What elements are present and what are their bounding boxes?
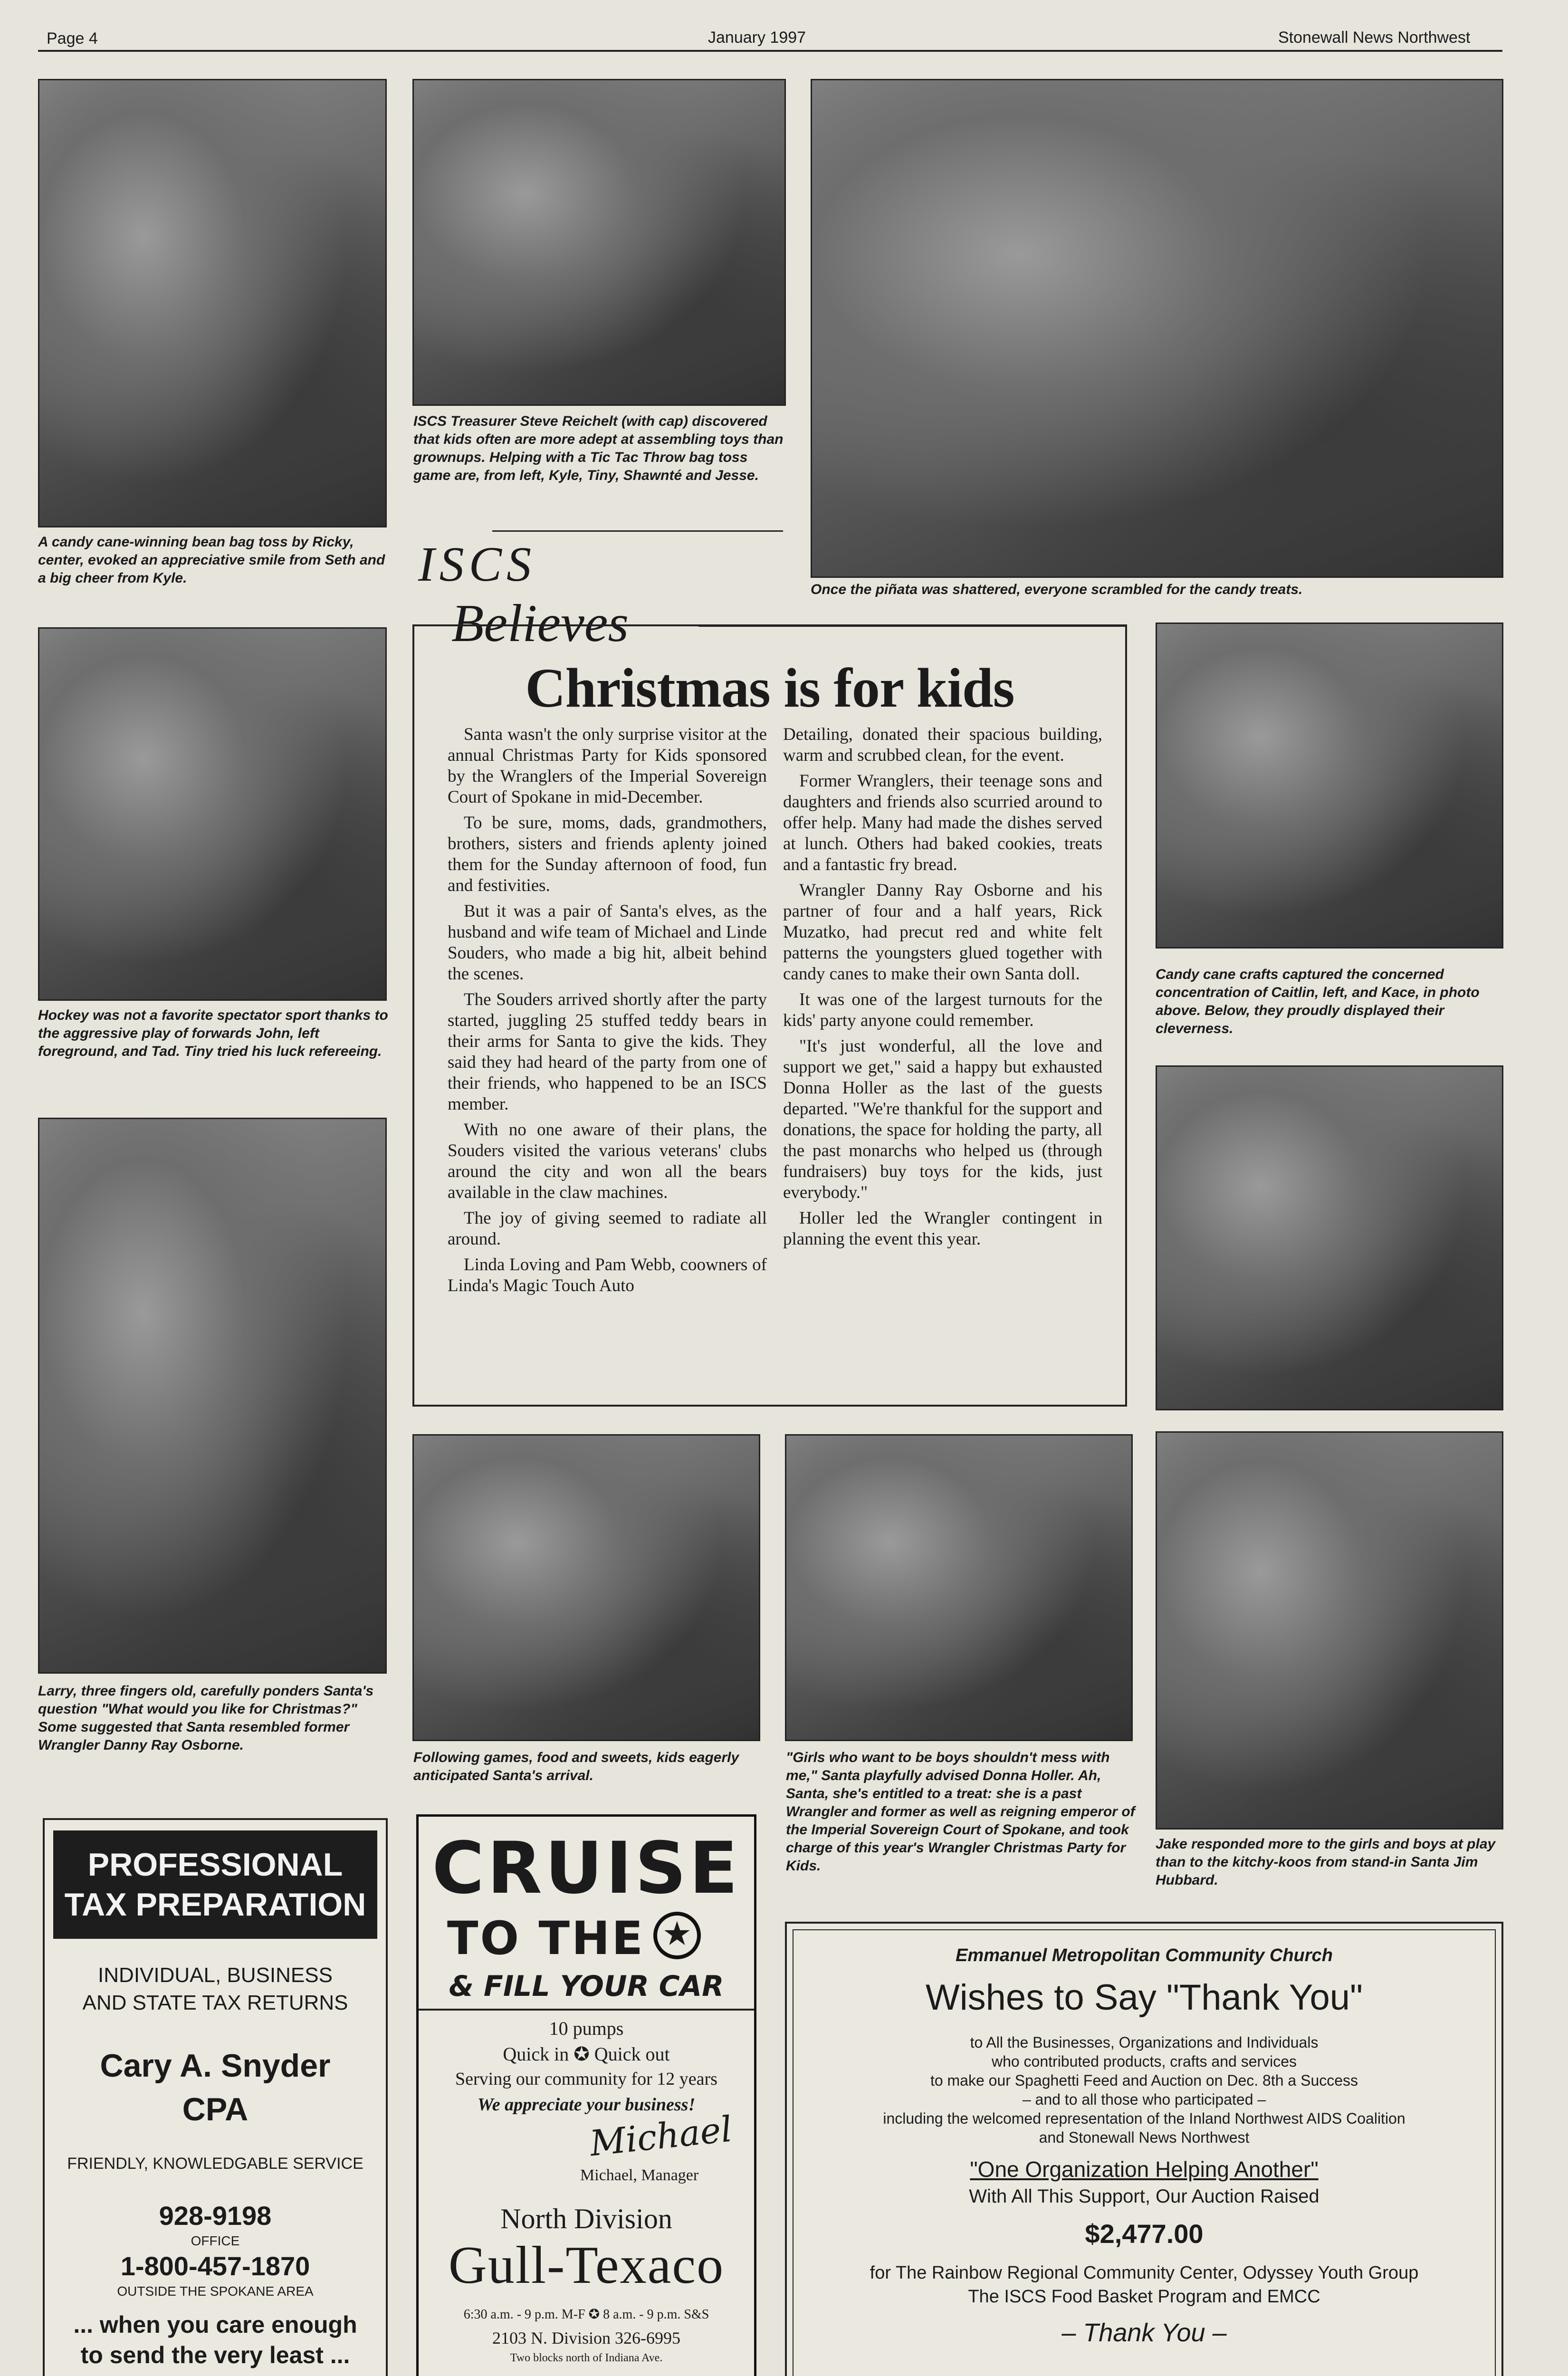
ad-cruise-quick-in: Quick in [503, 2043, 569, 2065]
ad-tax-phone-local: 928-9198 [159, 2201, 272, 2231]
article-paragraph: Wrangler Danny Ray Osborne and his partner of four and a half years, Rick Muzatko, had precut red and white felt patterns the youngsters glued together with candy canes to make their own Santa doll. [783, 881, 1102, 984]
article-paragraph: Former Wranglers, their teenage sons and daughters and friends also scurried around to offer help. Many had made the dishes served at lunch. Others had baked cookies, treats and a fantastic fry bread. [783, 771, 1102, 874]
caption-jake: Jake responded more to the girls and boys at play than to the kitchy-koos from stand-in Santa Jim Hubbard. [1156, 1836, 1496, 1888]
ad-church-line3: to make our Spaghetti Feed and Auction on Dec. 8th a Success [930, 2072, 1358, 2089]
texaco-star-small-icon: ✪ [574, 2043, 590, 2065]
photo-hockey [38, 627, 387, 1001]
ad-cruise-brand-line1: North Division [500, 2203, 672, 2234]
ad-tax-phone-toll-label: OUTSIDE THE SPOKANE AREA [117, 2284, 314, 2299]
ad-cruise-quick-out: Quick out [594, 2043, 670, 2065]
ad-tax-header-line2: TAX PREPARATION [64, 1887, 366, 1923]
ad-church-for-line2: The ISCS Food Basket Program and EMCC [968, 2287, 1320, 2307]
caption-rule [492, 530, 783, 532]
photo-crafts-display [1156, 1065, 1503, 1410]
ad-church-motto: "One Organization Helping Another" [970, 2157, 1319, 2182]
ad-tax-phone-local-label: OFFICE [191, 2233, 240, 2248]
ad-tax-preparation [43, 1818, 388, 2376]
ad-tax-header-line1: PROFESSIONAL [87, 1847, 343, 1883]
caption-treasurer: ISCS Treasurer Steve Reichelt (with cap) discovered that kids often are more adept at assembling toys than grownups. Helping with a Tic Tac Throw bag toss game are, from left, Kyle, Tiny, Shawnté and Jesse. [413, 413, 784, 483]
ad-cruise-signature: Michael [588, 2108, 734, 2165]
photo-pinata [811, 79, 1503, 578]
kicker-believes: Believes [451, 594, 629, 653]
ad-tax-slogan [45, 2309, 386, 2370]
ad-tax-tagline: FRIENDLY, KNOWLEDGABLE SERVICE [67, 2155, 363, 2173]
article-paragraph: It was one of the largest turnouts for the kids' party anyone could remember. [783, 990, 1102, 1030]
ad-cruise-hours [419, 2306, 754, 2322]
ad-church-closing: – Thank You – [1061, 2319, 1227, 2347]
ad-cruise-manager: Michael, Manager [580, 2166, 699, 2184]
publication-name: Stonewall News Northwest [1278, 29, 1471, 47]
caption-pinata: Once the piñata was shattered, everyone scrambled for the candy treats. [811, 582, 1303, 597]
photo-santa-donna [785, 1434, 1133, 1741]
ad-church-for-line1: for The Rainbow Regional Community Center, Odyssey Youth Group [870, 2263, 1419, 2283]
article-paragraph: Detailing, donated their spacious building, warm and scrubbed clean, for the event. [783, 725, 1102, 765]
ad-church-amount: $2,477.00 [1085, 2219, 1204, 2249]
caption-hockey: Hockey was not a favorite spectator sport thanks to the aggressive play of forwards John, left foreground, and Tad. Tiny tried his luck refereeing. [38, 1007, 388, 1059]
ad-cruise-pumps: 10 pumps [549, 2018, 624, 2039]
ad-tax-slogan-line2: to send the very least ... [80, 2342, 350, 2368]
ad-cruise-hours-weekday: 6:30 a.m. - 9 p.m. M-F [463, 2307, 585, 2322]
caption-crafts: Candy cane crafts captured the concerned concentration of Caitlin, left, and Kace, in photo above. Below, they proudly displayed their cleverness. [1156, 967, 1480, 1036]
ad-tax-slogan-line1: ... when you care enough [73, 2311, 357, 2338]
masthead-rule [38, 50, 1502, 52]
issue-date: January 1997 [708, 29, 806, 47]
ad-tax-phone-toll: 1-800-457-1870 [120, 2251, 310, 2281]
ad-church-line1: to All the Businesses, Organizations and Individuals [970, 2034, 1319, 2051]
ad-church-line6: and Stonewall News Northwest [1039, 2129, 1250, 2146]
ad-cruise-rule [419, 2009, 754, 2011]
caption-larry: Larry, three fingers old, carefully ponders Santa's question "What would you like for Christmas?" Some suggested that Santa resembled former Wrangler Danny Ray Osborne. [38, 1683, 374, 1753]
photo-jake-santa [1156, 1431, 1503, 1830]
photo-bean-bag-toss [38, 79, 387, 527]
article-headline: Christmas is for kids [525, 657, 1014, 719]
article-paragraph: Santa wasn't the only surprise visitor at the annual Christmas Party for Kids sponsored by the Wranglers of the Imperial Sovereign Court of Spokane in mid-December. [448, 725, 767, 807]
ad-tax-name: Cary A. Snyder [100, 2048, 331, 2084]
article-paragraph: To be sure, moms, dads, grandmothers, brothers, sisters and friends aplenty joined them for the Sunday afternoon of food, fun and festivities. [448, 813, 767, 895]
ad-cruise-title: CRUISE [432, 1827, 741, 1910]
ad-cruise-appreciate: We appreciate your business! [477, 2095, 696, 2115]
ad-cruise-serving: Serving our community for 12 years [455, 2069, 717, 2089]
kicker-iscs: ISCS [418, 537, 536, 592]
photo-treasurer [412, 79, 786, 406]
article-paragraph: With no one aware of their plans, the Souders visited the various veterans' clubs around the city and won all the bears available in the claw machines. [448, 1120, 767, 1202]
article-paragraph: The Souders arrived shortly after the party started, juggling 25 stuffed teddy bears in their arms for Santa to give the kids. They said they had heard of the party from one of their friends, who happened to be an ISCS member. [448, 990, 767, 1114]
article-column-2 [783, 724, 1102, 1255]
ad-church-beneficiaries [787, 2261, 1501, 2309]
texaco-star-icon: ★ [653, 1912, 701, 1959]
ad-tax-services [45, 1962, 386, 2017]
ad-church-org: Emmanuel Metropolitan Community Church [956, 1945, 1333, 1965]
caption-girls: "Girls who want to be boys shouldn't mess with me," Santa playfully advised Donna Holler. Ah, Santa, she's entitled to a treat: she is a past Wrangler and former as well as reigning emperor of the Imperial Sovereign Court of Spokane, and took charge of this year's Wrangler Christmas Party for Kids. [786, 1750, 1135, 1874]
page-number: Page 4 [47, 29, 98, 48]
ad-church-body [787, 2033, 1501, 2147]
ad-tax-credential: CPA [182, 2091, 249, 2127]
ad-tax-services-line2: AND STATE TAX RETURNS [82, 1991, 348, 2014]
ad-church-raised-text: With All This Support, Our Auction Raised [969, 2186, 1319, 2207]
ad-cruise-directions: Two blocks north of Indiana Ave. [510, 2352, 663, 2364]
article-paragraph: Holler led the Wrangler contingent in planning the event this year. [783, 1208, 1102, 1249]
ad-church-line4: – and to all those who participated – [1022, 2091, 1266, 2108]
ad-church-line5: including the welcomed representation of the Inland Northwest AIDS Coalition [883, 2110, 1405, 2127]
ad-cruise-hours-weekend: 8 a.m. - 9 p.m. S&S [603, 2307, 709, 2322]
caption-games: Following games, food and sweets, kids eagerly anticipated Santa's arrival. [413, 1750, 739, 1783]
article-column-1 [448, 724, 767, 1301]
ad-cruise-fill-your-car: & FILL YOUR CAR [449, 1970, 724, 2003]
ad-cruise-address: 2103 N. Division 326-6995 [492, 2328, 680, 2347]
texaco-star-tiny-icon: ✪ [588, 2307, 600, 2322]
ad-church-line2: who contributed products, crafts and services [991, 2053, 1297, 2070]
ad-cruise-to-the: TO THE [447, 1912, 645, 1965]
article-paragraph: "It's just wonderful, all the love and support we get," said a happy but exhausted Donna Holler as the last of the guests departed. "We're thankful for the support and donations, the space for holding the party, all the past monarchs who helped us (through fundraisers) buy toys for the kids, just everybody." [783, 1036, 1102, 1202]
ad-tax-services-line1: INDIVIDUAL, BUSINESS [98, 1964, 333, 1987]
ad-tax-header [53, 1830, 377, 1939]
ad-gull-texaco [416, 1814, 756, 2376]
ad-church-thank-you [785, 1922, 1503, 2376]
caption-bean-bag-toss: A candy cane-winning bean bag toss by Ricky, center, evoked an appreciative smile from Seth and a big cheer from Kyle. [38, 534, 385, 586]
photo-games [412, 1434, 760, 1741]
ad-church-headline: Wishes to Say "Thank You" [925, 1977, 1363, 2018]
article-paragraph: The joy of giving seemed to radiate all around. [448, 1208, 767, 1249]
ad-cruise-title-row2 [447, 1912, 732, 1969]
ad-cruise-brand-line2: Gull-Texaco [448, 2236, 725, 2295]
photo-larry-with-santa [38, 1118, 387, 1674]
ad-cruise-quick [419, 2043, 754, 2065]
photo-crafts-concentration [1156, 623, 1503, 948]
article-paragraph: Linda Loving and Pam Webb, coowners of Linda's Magic Touch Auto [448, 1255, 767, 1295]
article-paragraph: But it was a pair of Santa's elves, as the husband and wife team of Michael and Linde Souders, who made a big hit, albeit behind the scenes. [448, 901, 767, 984]
